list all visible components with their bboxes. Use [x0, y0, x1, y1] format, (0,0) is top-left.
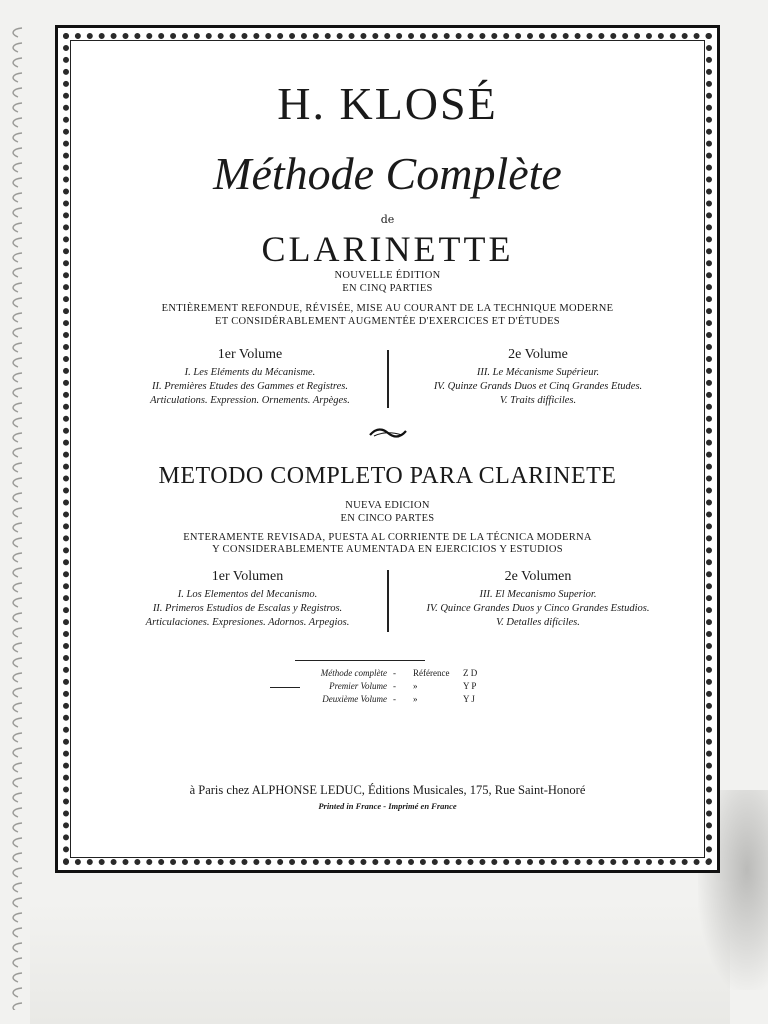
spiral-loop	[13, 853, 22, 862]
spiral-loop	[13, 283, 22, 292]
french-volume-1	[115, 347, 385, 408]
spiral-loop	[13, 268, 22, 277]
spanish-volume-1	[110, 569, 385, 630]
spanish-volume-divider	[387, 570, 389, 632]
spanish-volume-2-item: III. El Mecanismo Superior.	[479, 589, 597, 600]
spanish-title: METODO COMPLETO PARA CLARINETE	[158, 463, 617, 489]
french-volume-divider	[387, 350, 389, 408]
spiral-loop	[13, 628, 22, 637]
spiral-loop	[13, 688, 22, 697]
spiral-loop	[13, 523, 22, 532]
spiral-loop	[13, 613, 22, 622]
reference-code: Y J	[463, 694, 475, 704]
spiral-loop	[13, 148, 22, 157]
spiral-loop	[13, 928, 22, 937]
spiral-loop	[13, 583, 22, 592]
french-volume-1-item: I. Les Eléments du Mécanisme.	[184, 367, 316, 378]
spiral-loop	[13, 403, 22, 412]
spanish-volume-1-item: Articulaciones. Expresiones. Adornos. Arpegios.	[145, 617, 350, 628]
reference-top-rule	[295, 660, 425, 661]
spiral-loop	[13, 538, 22, 547]
revision-line-2: ET CONSIDÉRABLEMENT AUGMENTÉE D'EXERCICES ET D'ÉTUDES	[215, 316, 560, 327]
reference-name: Méthode complète	[320, 668, 387, 678]
spiral-loop	[13, 193, 22, 202]
french-volume-2-item: V. Traits difficiles.	[499, 395, 577, 406]
ornament-flourish-icon	[368, 426, 408, 440]
reference-label: Référence	[413, 668, 450, 678]
spiral-loop	[13, 88, 22, 97]
spiral-loop	[13, 298, 22, 307]
spiral-loop	[13, 883, 22, 892]
spiral-loop	[13, 373, 22, 382]
spiral-loop	[13, 973, 22, 982]
spiral-loop	[13, 358, 22, 367]
reference-code: Z D	[463, 668, 478, 678]
reference-dash: -	[393, 694, 396, 704]
french-volume-1-item: Articulations. Expression. Ornements. Arpèges.	[150, 395, 350, 406]
spiral-loop	[13, 58, 22, 67]
spiral-loop	[13, 178, 22, 187]
spiral-loop	[13, 493, 22, 502]
spiral-loop	[13, 943, 22, 952]
spanish-volume-2-heading: 2e Volumen	[504, 569, 572, 584]
reference-dash: -	[393, 681, 396, 691]
spiral-loop	[13, 823, 22, 832]
spanish-volume-1-heading: 1er Volumen	[211, 569, 284, 584]
french-volume-2	[393, 347, 683, 408]
reference-row	[265, 694, 565, 707]
spiral-loop	[13, 313, 22, 322]
reference-dash: -	[393, 668, 396, 678]
spiral-loop	[13, 73, 22, 82]
spiral-loop	[13, 673, 22, 682]
spanish-revision-line-2: Y CONSIDERABLEMENTE AUMENTADA EN EJERCICIOS Y ESTUDIOS	[212, 544, 563, 555]
spiral-loop	[13, 1003, 22, 1010]
spiral-loop	[13, 763, 22, 772]
spiral-loop	[13, 28, 22, 37]
spiral-loop	[13, 718, 22, 727]
spiral-loop	[13, 913, 22, 922]
french-volume-1-heading: 1er Volume	[217, 347, 283, 362]
spiral-loop	[13, 598, 22, 607]
spiral-loop	[13, 418, 22, 427]
spiral-loop	[13, 223, 22, 232]
spiral-loop	[13, 133, 22, 142]
reference-name: Premier Volume	[329, 681, 387, 691]
spiral-loop	[13, 328, 22, 337]
spiral-loop	[13, 643, 22, 652]
spiral-loop	[13, 208, 22, 217]
spanish-volume-2-item: V. Detalles difíciles.	[496, 617, 580, 628]
spanish-revision-line-1: ENTERAMENTE REVISADA, PUESTA AL CORRIENTE DE LA TÉCNICA MODERNA	[183, 532, 592, 543]
page-bottom-shadow	[30, 900, 730, 1024]
spiral-loop	[13, 448, 22, 457]
spanish-volume-1-item: II. Primeros Estudios de Escalas y Registros.	[152, 603, 343, 614]
spiral-loop	[13, 988, 22, 997]
spiral-loop	[13, 568, 22, 577]
spiral-loop	[13, 118, 22, 127]
spiral-loop	[13, 253, 22, 262]
spiral-binding	[4, 20, 32, 1010]
spanish-volume-1-item: I. Los Elementos del Mecanismo.	[177, 589, 318, 600]
spiral-loop	[13, 958, 22, 967]
spiral-loop	[13, 793, 22, 802]
spiral-loop	[13, 748, 22, 757]
title-preposition: de	[380, 213, 395, 226]
spiral-loop	[13, 43, 22, 52]
spiral-loop	[13, 733, 22, 742]
spanish-parts-line: EN CINCO PARTES	[340, 513, 435, 524]
reference-row	[265, 681, 565, 694]
printed-in-france: Printed in France - Imprimé en France	[318, 801, 457, 811]
spanish-edition-line: NUEVA EDICION	[345, 500, 430, 511]
reference-name: Deuxième Volume	[322, 694, 387, 704]
spiral-loop	[13, 658, 22, 667]
french-volume-2-item: IV. Quinze Grands Duos et Cinq Grandes Etudes.	[433, 381, 643, 392]
spiral-loop	[13, 703, 22, 712]
instrument-title: CLARINETTE	[261, 229, 514, 269]
spiral-loop	[13, 163, 22, 172]
spiral-loop	[13, 103, 22, 112]
title-content	[55, 25, 720, 873]
spiral-loop	[13, 838, 22, 847]
author-name: H. KLOSÉ	[277, 78, 498, 129]
spiral-loop	[13, 553, 22, 562]
reference-side-rule	[270, 687, 300, 688]
spiral-loop	[13, 433, 22, 442]
reference-code: Y P	[463, 681, 477, 691]
parts-line: EN CINQ PARTIES	[342, 283, 433, 294]
spiral-loop	[13, 778, 22, 787]
french-volume-1-item: II. Premières Etudes des Gammes et Registres.	[152, 381, 348, 392]
spiral-loop	[13, 508, 22, 517]
french-volume-2-heading: 2e Volume	[508, 347, 568, 362]
spanish-volume-2-item: IV. Quince Grandes Duos y Cinco Grandes Estudios.	[426, 603, 650, 614]
spiral-loop	[13, 388, 22, 397]
spiral-loop	[13, 898, 22, 907]
spiral-loop	[13, 238, 22, 247]
reference-row	[265, 668, 565, 681]
reference-table	[265, 668, 565, 707]
spiral-loop	[13, 463, 22, 472]
reference-label: »	[413, 694, 418, 704]
spiral-loop	[13, 868, 22, 877]
reference-label: »	[413, 681, 418, 691]
french-volume-2-item: III. Le Mécanisme Supérieur.	[476, 367, 600, 378]
revision-line-1: ENTIÈREMENT REFONDUE, RÉVISÉE, MISE AU COURANT DE LA TECHNIQUE MODERNE	[161, 303, 614, 314]
spiral-loop	[13, 478, 22, 487]
edition-line: NOUVELLE ÉDITION	[334, 270, 441, 281]
spiral-loop	[13, 343, 22, 352]
publisher-line: à Paris chez ALPHONSE LEDUC, Éditions Musicales, 175, Rue Saint-Honoré	[189, 783, 586, 797]
spanish-volume-2	[393, 569, 683, 630]
method-title: Méthode Complète	[213, 148, 562, 199]
spiral-loop	[13, 808, 22, 817]
